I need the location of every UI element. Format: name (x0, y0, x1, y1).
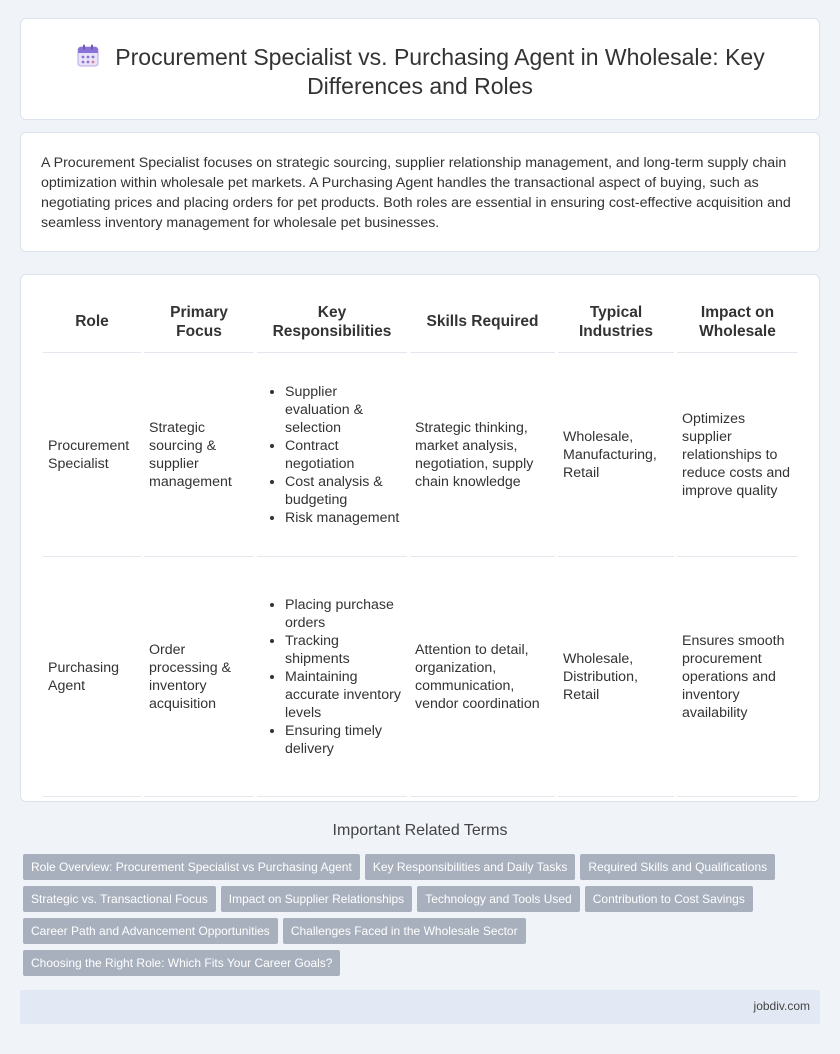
related-terms-tags (23, 854, 823, 982)
list-item: • Supplier evaluation & selection (285, 383, 402, 437)
cell-skills-required: Strategic thinking, market analysis, negotiation, supply chain knowledge (410, 353, 555, 557)
comparison-table (40, 291, 801, 797)
list-item: • Tracking shipments (285, 632, 402, 668)
related-term-tag[interactable]: Challenges Faced in the Wholesale Sector (283, 918, 526, 944)
related-terms-heading: Important Related Terms (332, 822, 508, 839)
responsibilities-list (262, 383, 402, 527)
intro-paragraph: A Procurement Specialist focuses on strategic sourcing, supplier relationship management, and long-term supply chain optimization within wholesale pet markets. A Purchasing Agent handles the transactional aspect of buying, such as negotiating prices and placing orders for pet products. Both roles are essential in ensuring cost-effective acquisition and seamless inventory management for wholesale pet businesses. (41, 155, 791, 231)
footer-site-link[interactable]: jobdiv.com (753, 999, 810, 1013)
column-header-primary-focus: Primary Focus (144, 291, 254, 353)
cell-key-responsibilities (257, 353, 407, 557)
list-item: • Cost analysis & budgeting (285, 473, 402, 509)
cell-primary-focus: Strategic sourcing & supplier management (144, 353, 254, 557)
cell-primary-focus: Order processing & inventory acquisition (144, 557, 254, 797)
list-item: • Placing purchase orders (285, 596, 402, 632)
cell-role: Procurement Specialist (43, 353, 141, 557)
related-term-tag[interactable]: Contribution to Cost Savings (585, 886, 753, 912)
related-term-tag[interactable]: Required Skills and Qualifications (580, 854, 775, 880)
column-header-typical-industries: Typical Industries (558, 291, 674, 353)
page-title-text: Procurement Specialist vs. Purchasing Agent in Wholesale: Key Differences and Roles (115, 44, 765, 99)
list-item: • Maintaining accurate inventory levels (285, 668, 402, 722)
page-title (21, 43, 819, 101)
related-term-tag[interactable]: Career Path and Advancement Opportunities (23, 918, 278, 944)
cell-role: Purchasing Agent (43, 557, 141, 797)
related-term-tag[interactable]: Choosing the Right Role: Which Fits Your Career Goals? (23, 950, 340, 976)
related-term-tag[interactable]: Strategic vs. Transactional Focus (23, 886, 216, 912)
calendar-icon (75, 43, 101, 69)
column-header-impact-on-wholesale: Impact on Wholesale (677, 291, 798, 353)
footer-bar (20, 990, 820, 1024)
table-header-row (43, 291, 798, 353)
cell-typical-industries: Wholesale, Manufacturing, Retail (558, 353, 674, 557)
table-row (43, 557, 798, 797)
cell-typical-industries: Wholesale, Distribution, Retail (558, 557, 674, 797)
column-header-key-responsibilities: Key Responsibilities (257, 291, 407, 353)
responsibilities-list (262, 596, 402, 758)
intro-card (20, 132, 820, 252)
cell-skills-required: Attention to detail, organization, communication, vendor coordination (410, 557, 555, 797)
comparison-table-card (20, 274, 820, 802)
list-item: • Ensuring timely delivery (285, 722, 402, 758)
header-card (20, 18, 820, 120)
list-item: • Risk management (285, 509, 402, 527)
column-header-skills-required: Skills Required (410, 291, 555, 353)
cell-impact-on-wholesale: Ensures smooth procurement operations and inventory availability (677, 557, 798, 797)
list-item: • Contract negotiation (285, 437, 402, 473)
related-term-tag[interactable]: Impact on Supplier Relationships (221, 886, 412, 912)
cell-impact-on-wholesale: Optimizes supplier relationships to reduce costs and improve quality (677, 353, 798, 557)
cell-key-responsibilities (257, 557, 407, 797)
related-term-tag[interactable]: Role Overview: Procurement Specialist vs Purchasing Agent (23, 854, 360, 880)
related-term-tag[interactable]: Key Responsibilities and Daily Tasks (365, 854, 576, 880)
related-term-tag[interactable]: Technology and Tools Used (417, 886, 580, 912)
table-row (43, 353, 798, 557)
column-header-role: Role (43, 291, 141, 353)
